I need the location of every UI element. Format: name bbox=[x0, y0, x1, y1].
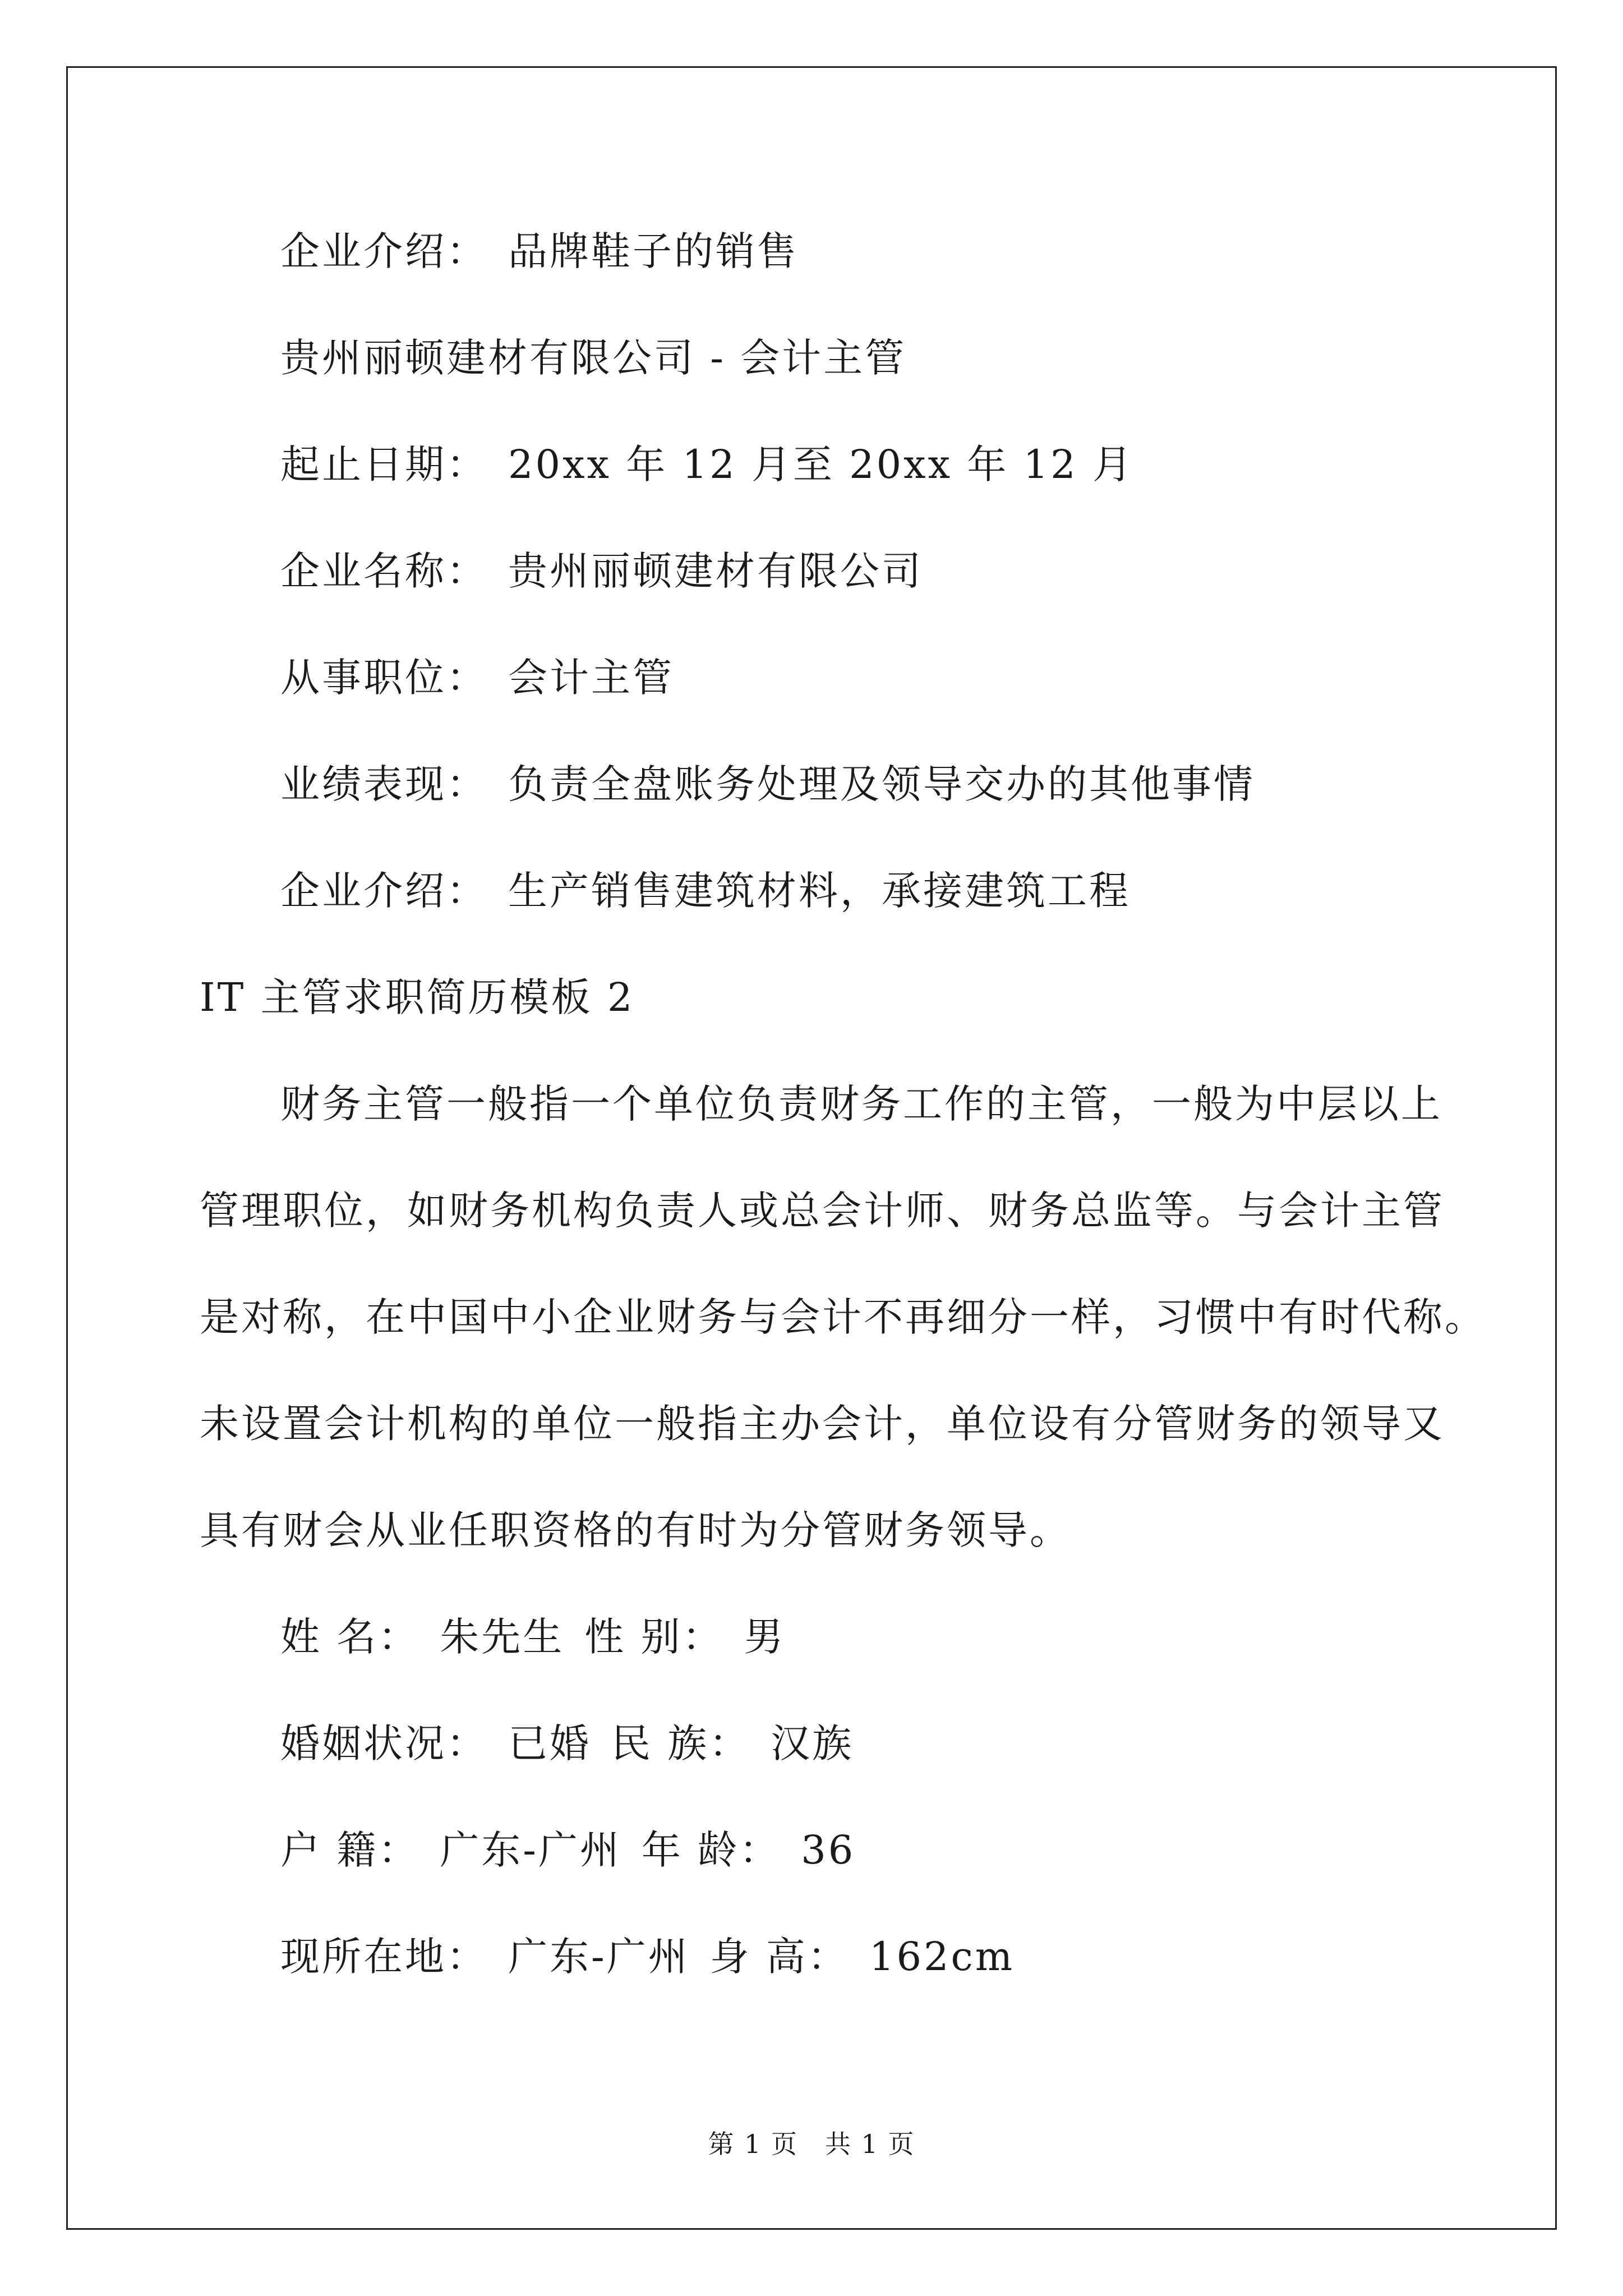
paragraph-line: 具有财会从业任职资格的有时为分管财务领导。 bbox=[200, 1507, 1071, 1553]
field-label: 起止日期： bbox=[280, 441, 488, 487]
field-label: 婚姻状况： bbox=[280, 1720, 488, 1766]
personal-info-line bbox=[280, 1721, 854, 1766]
field-value: 男 bbox=[744, 1614, 786, 1660]
field-value: 朱先生 bbox=[440, 1614, 565, 1660]
field-label: 性 别： bbox=[584, 1614, 724, 1660]
paragraph-line: 是对称，在中国中小企业财务与会计不再细分一样，习惯中有时代称。 bbox=[200, 1294, 1486, 1340]
paragraph-line: 财务主管一般指一个单位负责财务工作的主管，一般为中层以上 bbox=[280, 1081, 1442, 1127]
field-label: 姓 名： bbox=[280, 1614, 420, 1660]
field-label: 现所在地： bbox=[280, 1934, 488, 1980]
field-label: 企业介绍： bbox=[280, 228, 488, 274]
page-footer: 第 1 页 共 1 页 bbox=[708, 2129, 915, 2159]
field-value: 贵州丽顿建材有限公司 bbox=[508, 548, 923, 594]
page-border bbox=[66, 66, 1557, 2230]
field-value: 汉族 bbox=[771, 1720, 854, 1766]
field-value: 广东-广州 bbox=[508, 1934, 690, 1980]
position-line bbox=[280, 655, 674, 700]
field-value: 负责全盘账务处理及领导交办的其他事情 bbox=[508, 761, 1255, 807]
field-value: 生产销售建筑材料，承接建筑工程 bbox=[508, 868, 1131, 914]
date-range-line bbox=[280, 442, 1134, 487]
field-value: 20xx 年 12 月至 20xx 年 12 月 bbox=[508, 441, 1134, 487]
personal-info-line bbox=[280, 1614, 786, 1659]
field-value: 广东-广州 bbox=[440, 1827, 621, 1873]
paragraph-line: 管理职位，如财务机构负责人或总会计师、财务总监等。与会计主管 bbox=[200, 1188, 1445, 1234]
personal-info-line bbox=[280, 1934, 1015, 1979]
company-intro-line bbox=[280, 868, 1131, 913]
field-label: 户 籍： bbox=[280, 1827, 420, 1873]
field-label: 民 族： bbox=[611, 1720, 751, 1766]
field-value: 品牌鞋子的销售 bbox=[508, 228, 799, 274]
company-intro-line bbox=[280, 229, 799, 274]
field-value: 已婚 bbox=[508, 1720, 591, 1766]
field-label: 身 高： bbox=[709, 1934, 849, 1980]
field-label: 从事职位： bbox=[280, 655, 488, 701]
section-heading: IT 主管求职简历模板 2 bbox=[200, 974, 635, 1020]
company-name-line bbox=[280, 549, 923, 593]
field-label: 业绩表现： bbox=[280, 761, 488, 807]
field-label: 年 龄： bbox=[641, 1827, 781, 1873]
field-value: 会计主管 bbox=[508, 655, 674, 701]
field-label: 企业名称： bbox=[280, 548, 488, 594]
personal-info-line bbox=[280, 1828, 855, 1872]
performance-line bbox=[280, 762, 1255, 807]
field-value: 36 bbox=[801, 1827, 856, 1873]
paragraph-line: 未设置会计机构的单位一般指主办会计，单位设有分管财务的领导又 bbox=[200, 1401, 1445, 1447]
field-label: 企业介绍： bbox=[280, 868, 488, 914]
company-title-line bbox=[280, 335, 906, 380]
field-value: 162cm bbox=[869, 1934, 1015, 1980]
company-title: 贵州丽顿建材有限公司 - 会计主管 bbox=[280, 335, 907, 381]
